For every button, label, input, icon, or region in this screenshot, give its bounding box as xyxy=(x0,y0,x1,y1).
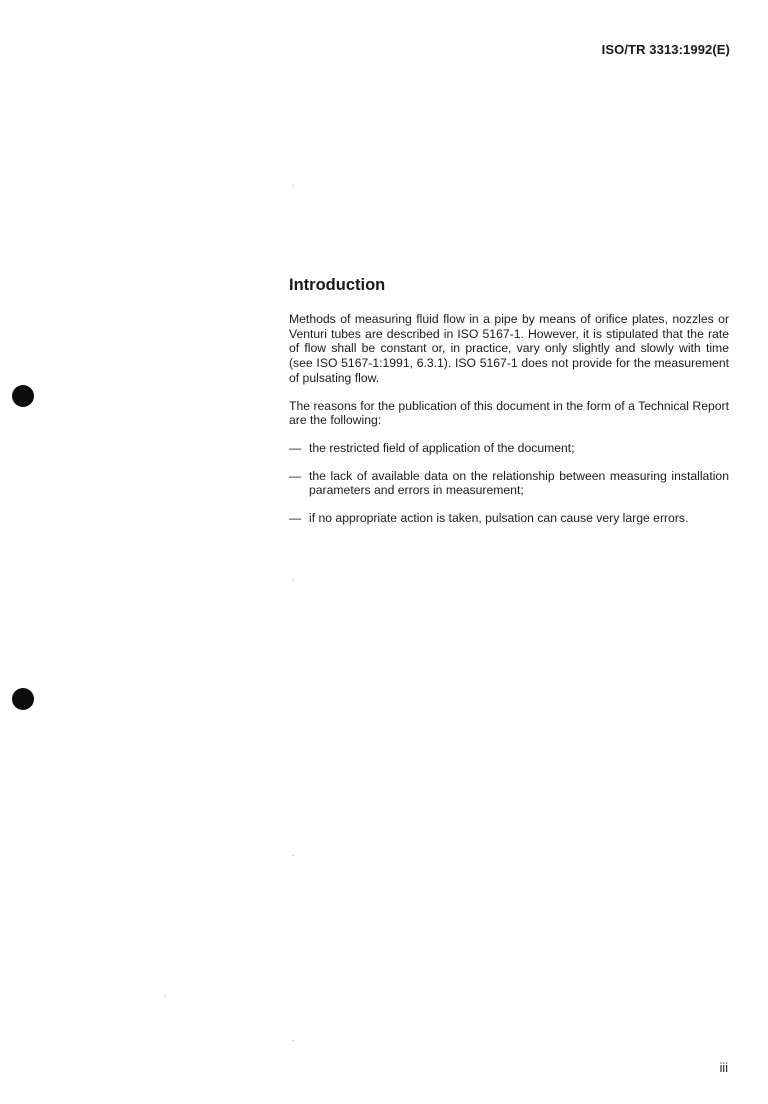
scan-speck xyxy=(292,580,294,581)
list-item xyxy=(289,469,729,498)
scan-speck xyxy=(292,185,294,186)
punch-hole-bottom xyxy=(12,688,34,710)
dash-marker: — xyxy=(289,440,302,455)
section-heading: Introduction xyxy=(289,276,386,294)
page-number: iii xyxy=(719,1061,728,1075)
scan-speck xyxy=(292,1040,294,1041)
list-item-text: if no appropriate action is taken, pulsation can cause very large errors. xyxy=(309,511,689,526)
list-item-text: the lack of available data on the relationship between measuring installation parameters and errors in measurement; xyxy=(309,468,729,498)
document-id: ISO/TR 3313:1992(E) xyxy=(601,42,730,57)
list-item xyxy=(289,441,729,456)
list-item xyxy=(289,511,729,526)
scan-speck xyxy=(292,855,294,856)
scan-speck xyxy=(164,995,166,996)
reasons-list xyxy=(289,441,729,526)
paragraph-1: Methods of measuring fluid flow in a pipe by means of orifice plates, nozzles or Venturi tubes are described in ISO 5167-1. However, it is stipulated that the rate of flow shall be constant or, in practice, vary only slightly and slowly with time (see ISO 5167-1:1991, 6.3.1). ISO 5167-1 does not provide for the measurement of pulsating flow. xyxy=(289,312,729,385)
list-item-text: the restricted field of application of the document; xyxy=(309,440,575,455)
introduction-section xyxy=(289,276,729,539)
dash-marker: — xyxy=(289,511,302,526)
punch-hole-top xyxy=(12,385,34,407)
paragraph-2: The reasons for the publication of this document in the form of a Technical Report are the following: xyxy=(289,398,729,428)
dash-marker: — xyxy=(289,468,302,483)
